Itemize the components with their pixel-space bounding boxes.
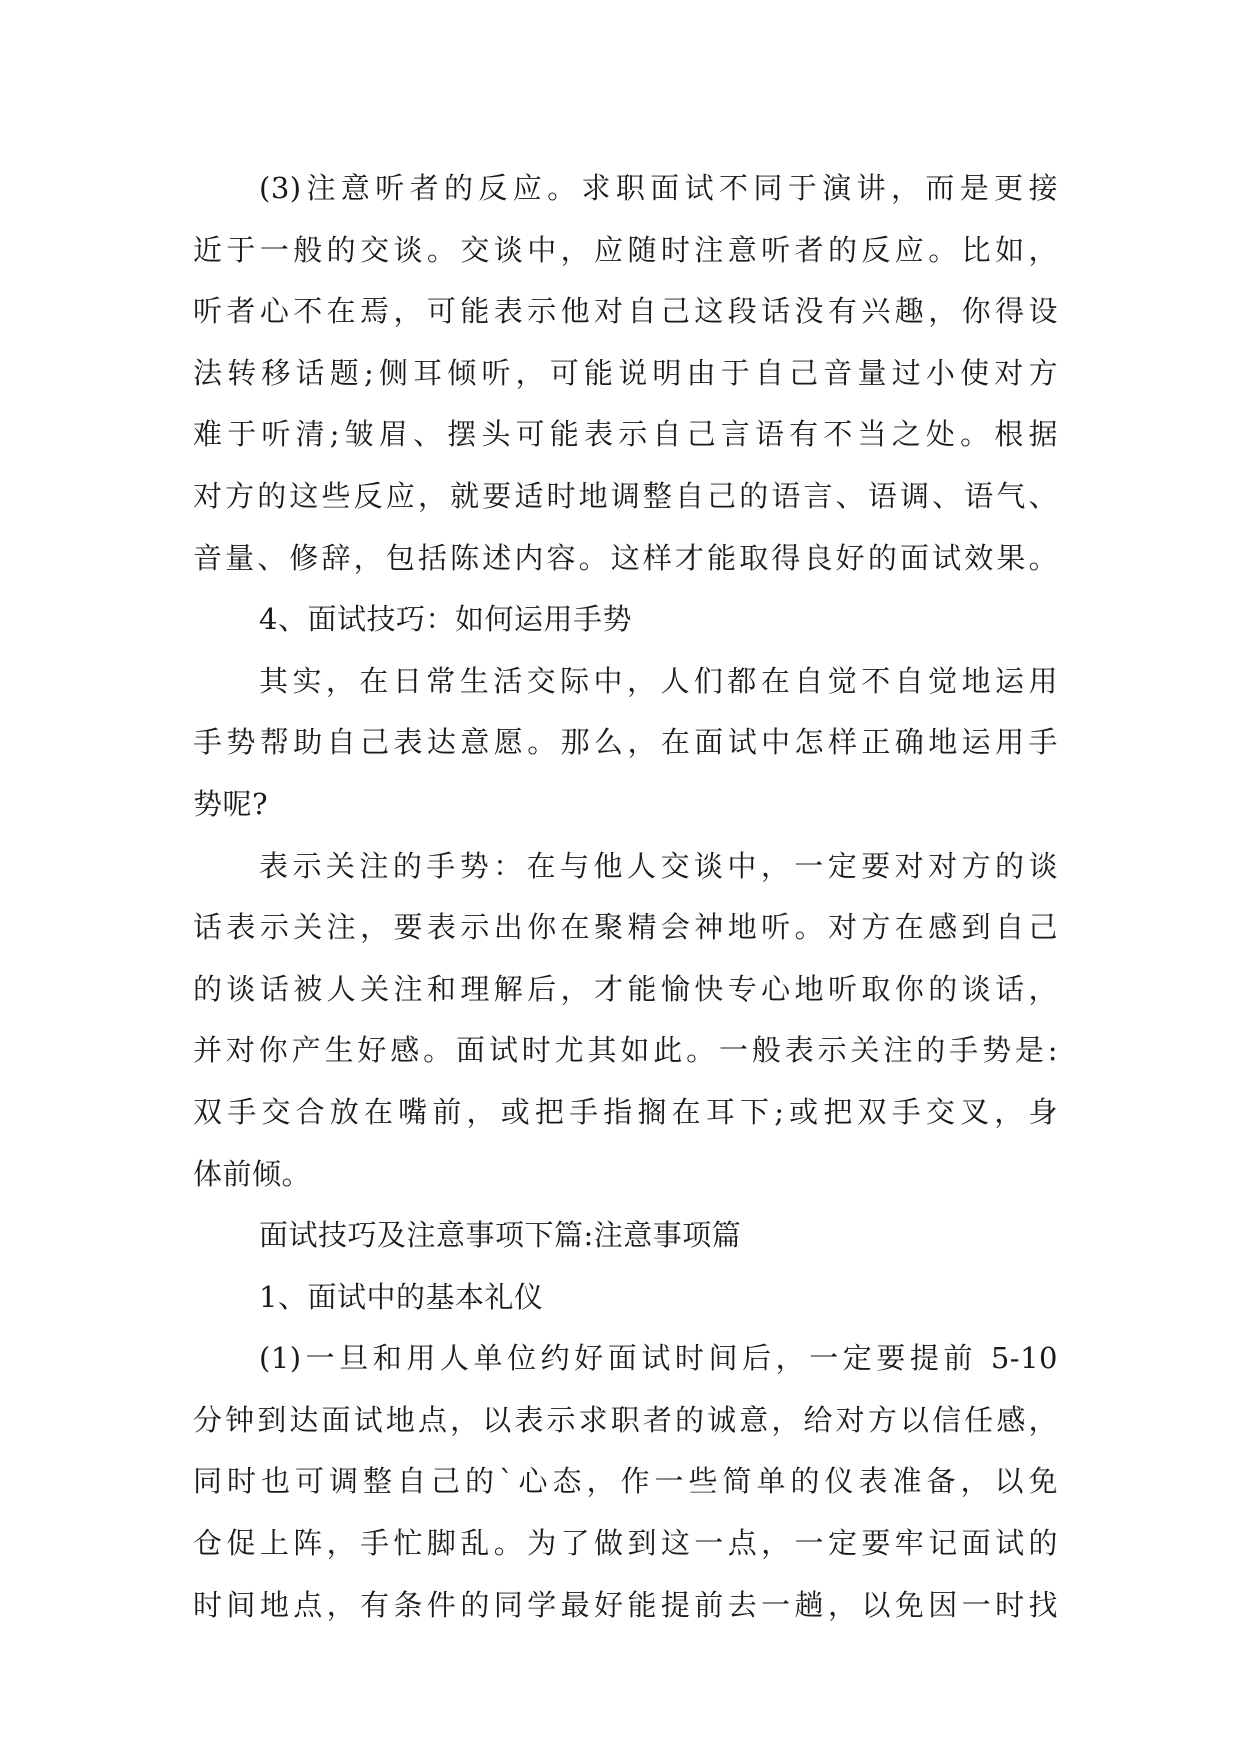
text-line: 难于听清;皱眉、摆头可能表示自己言语有不当之处。根据 — [193, 417, 1058, 452]
text-line: 面试技巧及注意事项下篇:注意事项篇 — [259, 1218, 742, 1253]
text-line: 4、面试技巧：如何运用手势 — [259, 602, 632, 637]
text-line: 的谈话被人关注和理解后，才能愉快专心地听取你的谈话， — [193, 971, 1058, 1006]
text-line: 近于一般的交谈。交谈中，应随时注意听者的反应。比如， — [193, 232, 1058, 267]
text-line: 双手交合放在嘴前，或把手指搁在耳下;或把双手交叉，身 — [193, 1094, 1058, 1129]
document-body — [193, 158, 1058, 1636]
text-line: 听者心不在焉，可能表示他对自己这段话没有兴趣，你得设 — [193, 294, 1058, 329]
text-line: 势呢? — [193, 786, 269, 821]
text-line: 音量、修辞，包括陈述内容。这样才能取得良好的面试效果。 — [193, 540, 1058, 575]
text-line: 表示关注的手势：在与他人交谈中，一定要对对方的谈 — [259, 848, 1058, 883]
text-line: 仓促上阵，手忙脚乱。为了做到这一点，一定要牢记面试的 — [193, 1526, 1058, 1561]
text-line: (3)注意听者的反应。求职面试不同于演讲，而是更接 — [259, 171, 1058, 205]
text-line: 体前倾。 — [193, 1156, 312, 1191]
text-line: 话表示关注，要表示出你在聚精会神地听。对方在感到自己 — [193, 910, 1058, 945]
text-line: 分钟到达面试地点，以表示求职者的诚意，给对方以信任感， — [193, 1402, 1058, 1437]
text-line: 时间地点，有条件的同学最好能提前去一趟，以免因一时找 — [193, 1587, 1058, 1622]
text-line: (1)一旦和用人单位约好面试时间后，一定要提前 5-10 — [259, 1341, 1058, 1376]
text-line: 同时也可调整自己的`心态，作一些简单的仪表准备，以免 — [193, 1464, 1058, 1499]
text-line: 对方的这些反应，就要适时地调整自己的语言、语调、语气、 — [193, 478, 1058, 513]
text-line: 其实，在日常生活交际中，人们都在自觉不自觉地运用 — [259, 663, 1058, 698]
text-line: 手势帮助自己表达意愿。那么，在面试中怎样正确地运用手 — [193, 725, 1058, 760]
text-line: 1、面试中的基本礼仪 — [259, 1279, 544, 1314]
text-line: 并对你产生好感。面试时尤其如此。一般表示关注的手势是: — [193, 1033, 1058, 1068]
text-line: 法转移话题;侧耳倾听，可能说明由于自己音量过小使对方 — [193, 355, 1058, 390]
